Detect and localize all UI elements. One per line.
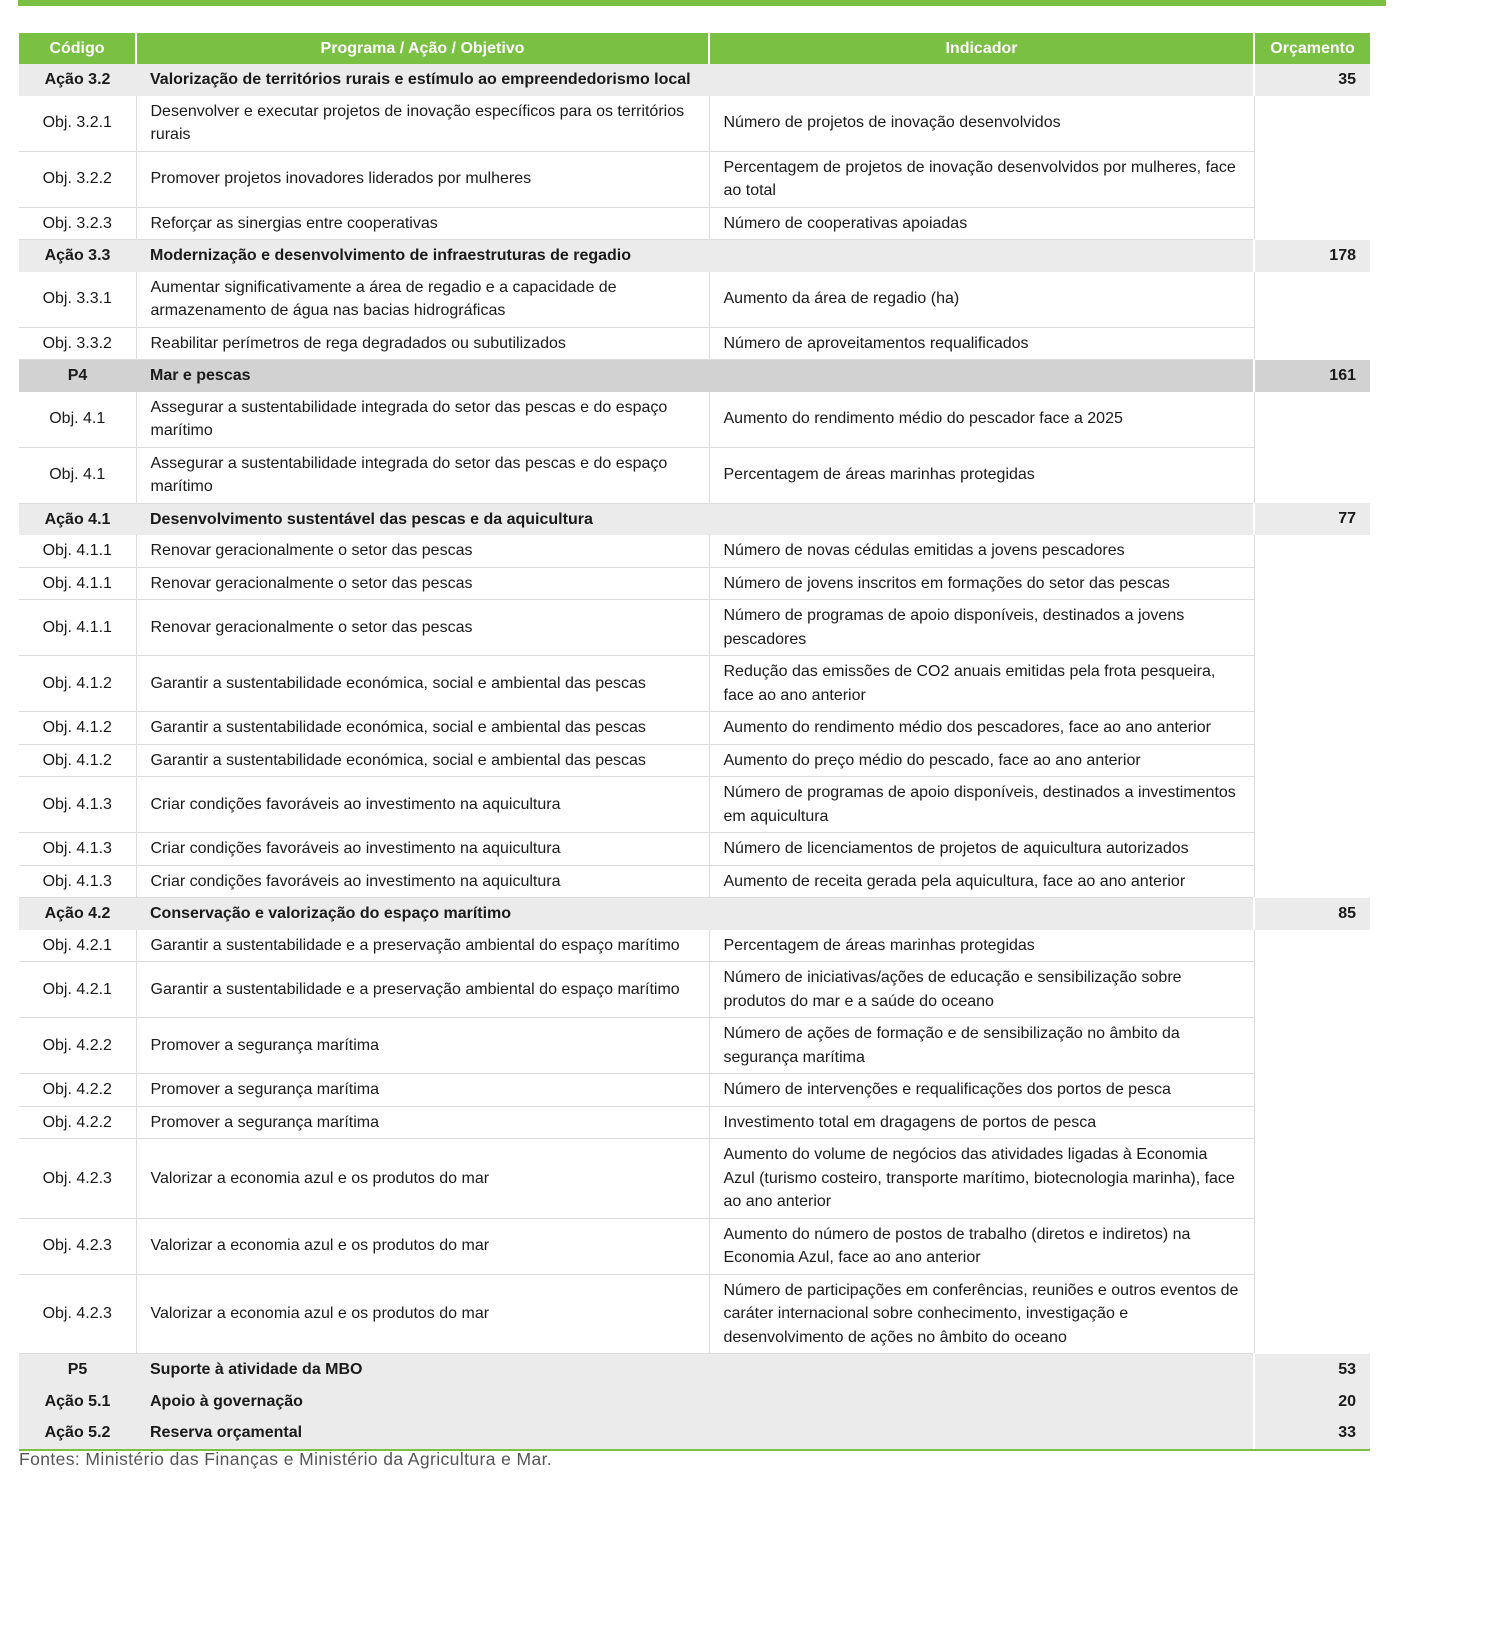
row-indicator: Número de projetos de inovação desenvolvidos: [709, 96, 1254, 152]
row-budget-empty: [1254, 1074, 1370, 1107]
row-code: Ação 3.2: [19, 64, 136, 96]
row-indicator: Número de participações em conferências, reuniões e outros eventos de caráter internacional sobre conhecimento, investigação e desenvolvimento de ações no âmbito do oceano: [709, 1274, 1254, 1354]
program-row: [19, 360, 1370, 392]
row-budget: 33: [1254, 1417, 1370, 1450]
row-budget-empty: [1254, 1139, 1370, 1219]
row-objective: Criar condições favoráveis ao investimento na aquicultura: [136, 777, 709, 833]
budget-table: [19, 33, 1370, 1451]
row-budget-empty: [1254, 327, 1370, 360]
row-indicator: Percentagem de projetos de inovação desenvolvidos por mulheres, face ao total: [709, 151, 1254, 207]
action-row: [19, 1354, 1370, 1386]
objective-row: [19, 327, 1370, 360]
row-title: Reserva orçamental: [136, 1417, 1254, 1450]
row-budget-empty: [1254, 1218, 1370, 1274]
row-indicator: Redução das emissões de CO2 anuais emitidas pela frota pesqueira, face ao ano anterior: [709, 656, 1254, 712]
objective-row: [19, 567, 1370, 600]
row-budget-empty: [1254, 392, 1370, 448]
row-budget-empty: [1254, 1274, 1370, 1354]
header-codigo: Código: [19, 33, 136, 64]
row-indicator: Número de iniciativas/ações de educação e sensibilização sobre produtos do mar e a saúde do oceano: [709, 962, 1254, 1018]
row-code: Obj. 4.2.2: [19, 1106, 136, 1139]
row-objective: Aumentar significativamente a área de regadio e a capacidade de armazenamento de água nas bacias hidrográficas: [136, 272, 709, 328]
row-budget: 161: [1254, 360, 1370, 392]
row-indicator: Aumento do preço médio do pescado, face ao ano anterior: [709, 744, 1254, 777]
row-budget-empty: [1254, 96, 1370, 152]
row-budget-empty: [1254, 535, 1370, 567]
row-code: Obj. 3.2.3: [19, 207, 136, 240]
row-code: Ação 5.2: [19, 1417, 136, 1450]
row-budget-empty: [1254, 567, 1370, 600]
row-objective: Desenvolver e executar projetos de inovação específicos para os territórios rurais: [136, 96, 709, 152]
row-title: Suporte à atividade da MBO: [136, 1354, 1254, 1386]
row-objective: Garantir a sustentabilidade económica, social e ambiental das pescas: [136, 744, 709, 777]
row-budget-empty: [1254, 865, 1370, 898]
row-title: Apoio à governação: [136, 1386, 1254, 1418]
row-objective: Valorizar a economia azul e os produtos do mar: [136, 1218, 709, 1274]
row-budget: 85: [1254, 898, 1370, 930]
objective-row: [19, 744, 1370, 777]
row-budget-empty: [1254, 712, 1370, 745]
row-objective: Assegurar a sustentabilidade integrada do setor das pescas e do espaço marítimo: [136, 392, 709, 448]
row-budget-empty: [1254, 744, 1370, 777]
row-objective: Renovar geracionalmente o setor das pescas: [136, 600, 709, 656]
row-budget: 20: [1254, 1386, 1370, 1418]
row-objective: Garantir a sustentabilidade e a preservação ambiental do espaço marítimo: [136, 930, 709, 962]
objective-row: [19, 833, 1370, 866]
objective-row: [19, 392, 1370, 448]
row-code: Obj. 3.3.2: [19, 327, 136, 360]
row-budget-empty: [1254, 600, 1370, 656]
row-objective: Valorizar a economia azul e os produtos do mar: [136, 1274, 709, 1354]
objective-row: [19, 1139, 1370, 1219]
row-objective: Garantir a sustentabilidade económica, social e ambiental das pescas: [136, 712, 709, 745]
header-programa: Programa / Ação / Objetivo: [136, 33, 709, 64]
row-title: Desenvolvimento sustentável das pescas e da aquicultura: [136, 503, 1254, 535]
row-budget: 53: [1254, 1354, 1370, 1386]
action-row: [19, 64, 1370, 96]
table-header-row: [19, 33, 1370, 64]
action-row: [19, 1417, 1370, 1450]
header-orcamento: Orçamento: [1254, 33, 1370, 64]
row-title: Modernização e desenvolvimento de infraestruturas de regadio: [136, 240, 1254, 272]
row-code: Obj. 4.2.1: [19, 962, 136, 1018]
row-code: P5: [19, 1354, 136, 1386]
row-objective: Promover a segurança marítima: [136, 1018, 709, 1074]
row-objective: Valorizar a economia azul e os produtos do mar: [136, 1139, 709, 1219]
objective-row: [19, 865, 1370, 898]
header-indicador: Indicador: [709, 33, 1254, 64]
row-indicator: Aumento de receita gerada pela aquicultura, face ao ano anterior: [709, 865, 1254, 898]
row-code: Obj. 4.2.3: [19, 1139, 136, 1219]
row-code: Obj. 4.2.1: [19, 930, 136, 962]
row-code: Obj. 4.1.2: [19, 744, 136, 777]
row-budget-empty: [1254, 656, 1370, 712]
row-code: Obj. 4.1.2: [19, 656, 136, 712]
row-budget-empty: [1254, 833, 1370, 866]
objective-row: [19, 535, 1370, 567]
row-objective: Garantir a sustentabilidade económica, social e ambiental das pescas: [136, 656, 709, 712]
row-code: Obj. 4.1.2: [19, 712, 136, 745]
row-indicator: Aumento do rendimento médio dos pescadores, face ao ano anterior: [709, 712, 1254, 745]
row-budget-empty: [1254, 447, 1370, 503]
objective-row: [19, 1218, 1370, 1274]
row-indicator: Aumento do rendimento médio do pescador face a 2025: [709, 392, 1254, 448]
row-indicator: Investimento total em dragagens de portos de pesca: [709, 1106, 1254, 1139]
row-code: Ação 5.1: [19, 1386, 136, 1418]
row-indicator: Percentagem de áreas marinhas protegidas: [709, 930, 1254, 962]
objective-row: [19, 272, 1370, 328]
row-objective: Assegurar a sustentabilidade integrada do setor das pescas e do espaço marítimo: [136, 447, 709, 503]
row-objective: Promover projetos inovadores liderados por mulheres: [136, 151, 709, 207]
row-budget: 35: [1254, 64, 1370, 96]
action-row: [19, 240, 1370, 272]
row-objective: Renovar geracionalmente o setor das pescas: [136, 567, 709, 600]
row-indicator: Número de jovens inscritos em formações do setor das pescas: [709, 567, 1254, 600]
objective-row: [19, 712, 1370, 745]
row-objective: Promover a segurança marítima: [136, 1106, 709, 1139]
action-row: [19, 1386, 1370, 1418]
row-indicator: Percentagem de áreas marinhas protegidas: [709, 447, 1254, 503]
row-title: Mar e pescas: [136, 360, 1254, 392]
row-budget-empty: [1254, 962, 1370, 1018]
row-code: Obj. 4.1.3: [19, 777, 136, 833]
row-code: P4: [19, 360, 136, 392]
row-indicator: Número de programas de apoio disponíveis, destinados a jovens pescadores: [709, 600, 1254, 656]
source-note: Fontes: Ministério das Finanças e Ministério da Agricultura e Mar.: [19, 1449, 553, 1469]
objective-row: [19, 96, 1370, 152]
objective-row: [19, 656, 1370, 712]
objective-row: [19, 207, 1370, 240]
action-row: [19, 503, 1370, 535]
row-budget-empty: [1254, 1106, 1370, 1139]
objective-row: [19, 777, 1370, 833]
objective-row: [19, 600, 1370, 656]
row-budget-empty: [1254, 151, 1370, 207]
row-code: Obj. 3.2.2: [19, 151, 136, 207]
row-indicator: Número de aproveitamentos requalificados: [709, 327, 1254, 360]
row-code: Obj. 4.1.3: [19, 865, 136, 898]
row-code: Obj. 4.1.1: [19, 567, 136, 600]
row-code: Obj. 4.1.3: [19, 833, 136, 866]
row-code: Obj. 4.1: [19, 392, 136, 448]
row-indicator: Número de programas de apoio disponíveis, destinados a investimentos em aquicultura: [709, 777, 1254, 833]
row-indicator: Aumento do volume de negócios das atividades ligadas à Economia Azul (turismo costeiro, transporte marítimo, biotecnologia marinha), face ao ano anterior: [709, 1139, 1254, 1219]
row-objective: Garantir a sustentabilidade e a preservação ambiental do espaço marítimo: [136, 962, 709, 1018]
row-code: Ação 4.2: [19, 898, 136, 930]
table-body: [19, 64, 1370, 1450]
row-code: Obj. 4.2.2: [19, 1074, 136, 1107]
row-code: Obj. 4.2.3: [19, 1218, 136, 1274]
objective-row: [19, 151, 1370, 207]
row-objective: Renovar geracionalmente o setor das pescas: [136, 535, 709, 567]
row-budget: 77: [1254, 503, 1370, 535]
row-code: Obj. 3.2.1: [19, 96, 136, 152]
row-code: Obj. 4.2.3: [19, 1274, 136, 1354]
row-objective: Reforçar as sinergias entre cooperativas: [136, 207, 709, 240]
row-title: Valorização de territórios rurais e estímulo ao empreendedorismo local: [136, 64, 1254, 96]
row-budget: 178: [1254, 240, 1370, 272]
row-indicator: Aumento do número de postos de trabalho (diretos e indiretos) na Economia Azul, face ao ano anterior: [709, 1218, 1254, 1274]
top-accent-bar: [18, 0, 1386, 6]
row-objective: Reabilitar perímetros de rega degradados ou subutilizados: [136, 327, 709, 360]
objective-row: [19, 1018, 1370, 1074]
row-objective: Criar condições favoráveis ao investimento na aquicultura: [136, 833, 709, 866]
row-indicator: Número de licenciamentos de projetos de aquicultura autorizados: [709, 833, 1254, 866]
row-title: Conservação e valorização do espaço marítimo: [136, 898, 1254, 930]
row-code: Obj. 3.3.1: [19, 272, 136, 328]
row-indicator: Aumento da área de regadio (ha): [709, 272, 1254, 328]
row-indicator: Número de intervenções e requalificações dos portos de pesca: [709, 1074, 1254, 1107]
row-budget-empty: [1254, 207, 1370, 240]
row-budget-empty: [1254, 930, 1370, 962]
row-indicator: Número de novas cédulas emitidas a jovens pescadores: [709, 535, 1254, 567]
row-code: Ação 3.3: [19, 240, 136, 272]
objective-row: [19, 1074, 1370, 1107]
action-row: [19, 898, 1370, 930]
objective-row: [19, 930, 1370, 962]
objective-row: [19, 962, 1370, 1018]
row-code: Obj. 4.1: [19, 447, 136, 503]
row-budget-empty: [1254, 272, 1370, 328]
row-objective: Criar condições favoráveis ao investimento na aquicultura: [136, 865, 709, 898]
row-budget-empty: [1254, 777, 1370, 833]
row-indicator: Número de ações de formação e de sensibilização no âmbito da segurança marítima: [709, 1018, 1254, 1074]
row-budget-empty: [1254, 1018, 1370, 1074]
row-code: Ação 4.1: [19, 503, 136, 535]
objective-row: [19, 1106, 1370, 1139]
row-code: Obj. 4.1.1: [19, 535, 136, 567]
row-indicator: Número de cooperativas apoiadas: [709, 207, 1254, 240]
row-objective: Promover a segurança marítima: [136, 1074, 709, 1107]
objective-row: [19, 447, 1370, 503]
objective-row: [19, 1274, 1370, 1354]
row-code: Obj. 4.1.1: [19, 600, 136, 656]
row-code: Obj. 4.2.2: [19, 1018, 136, 1074]
